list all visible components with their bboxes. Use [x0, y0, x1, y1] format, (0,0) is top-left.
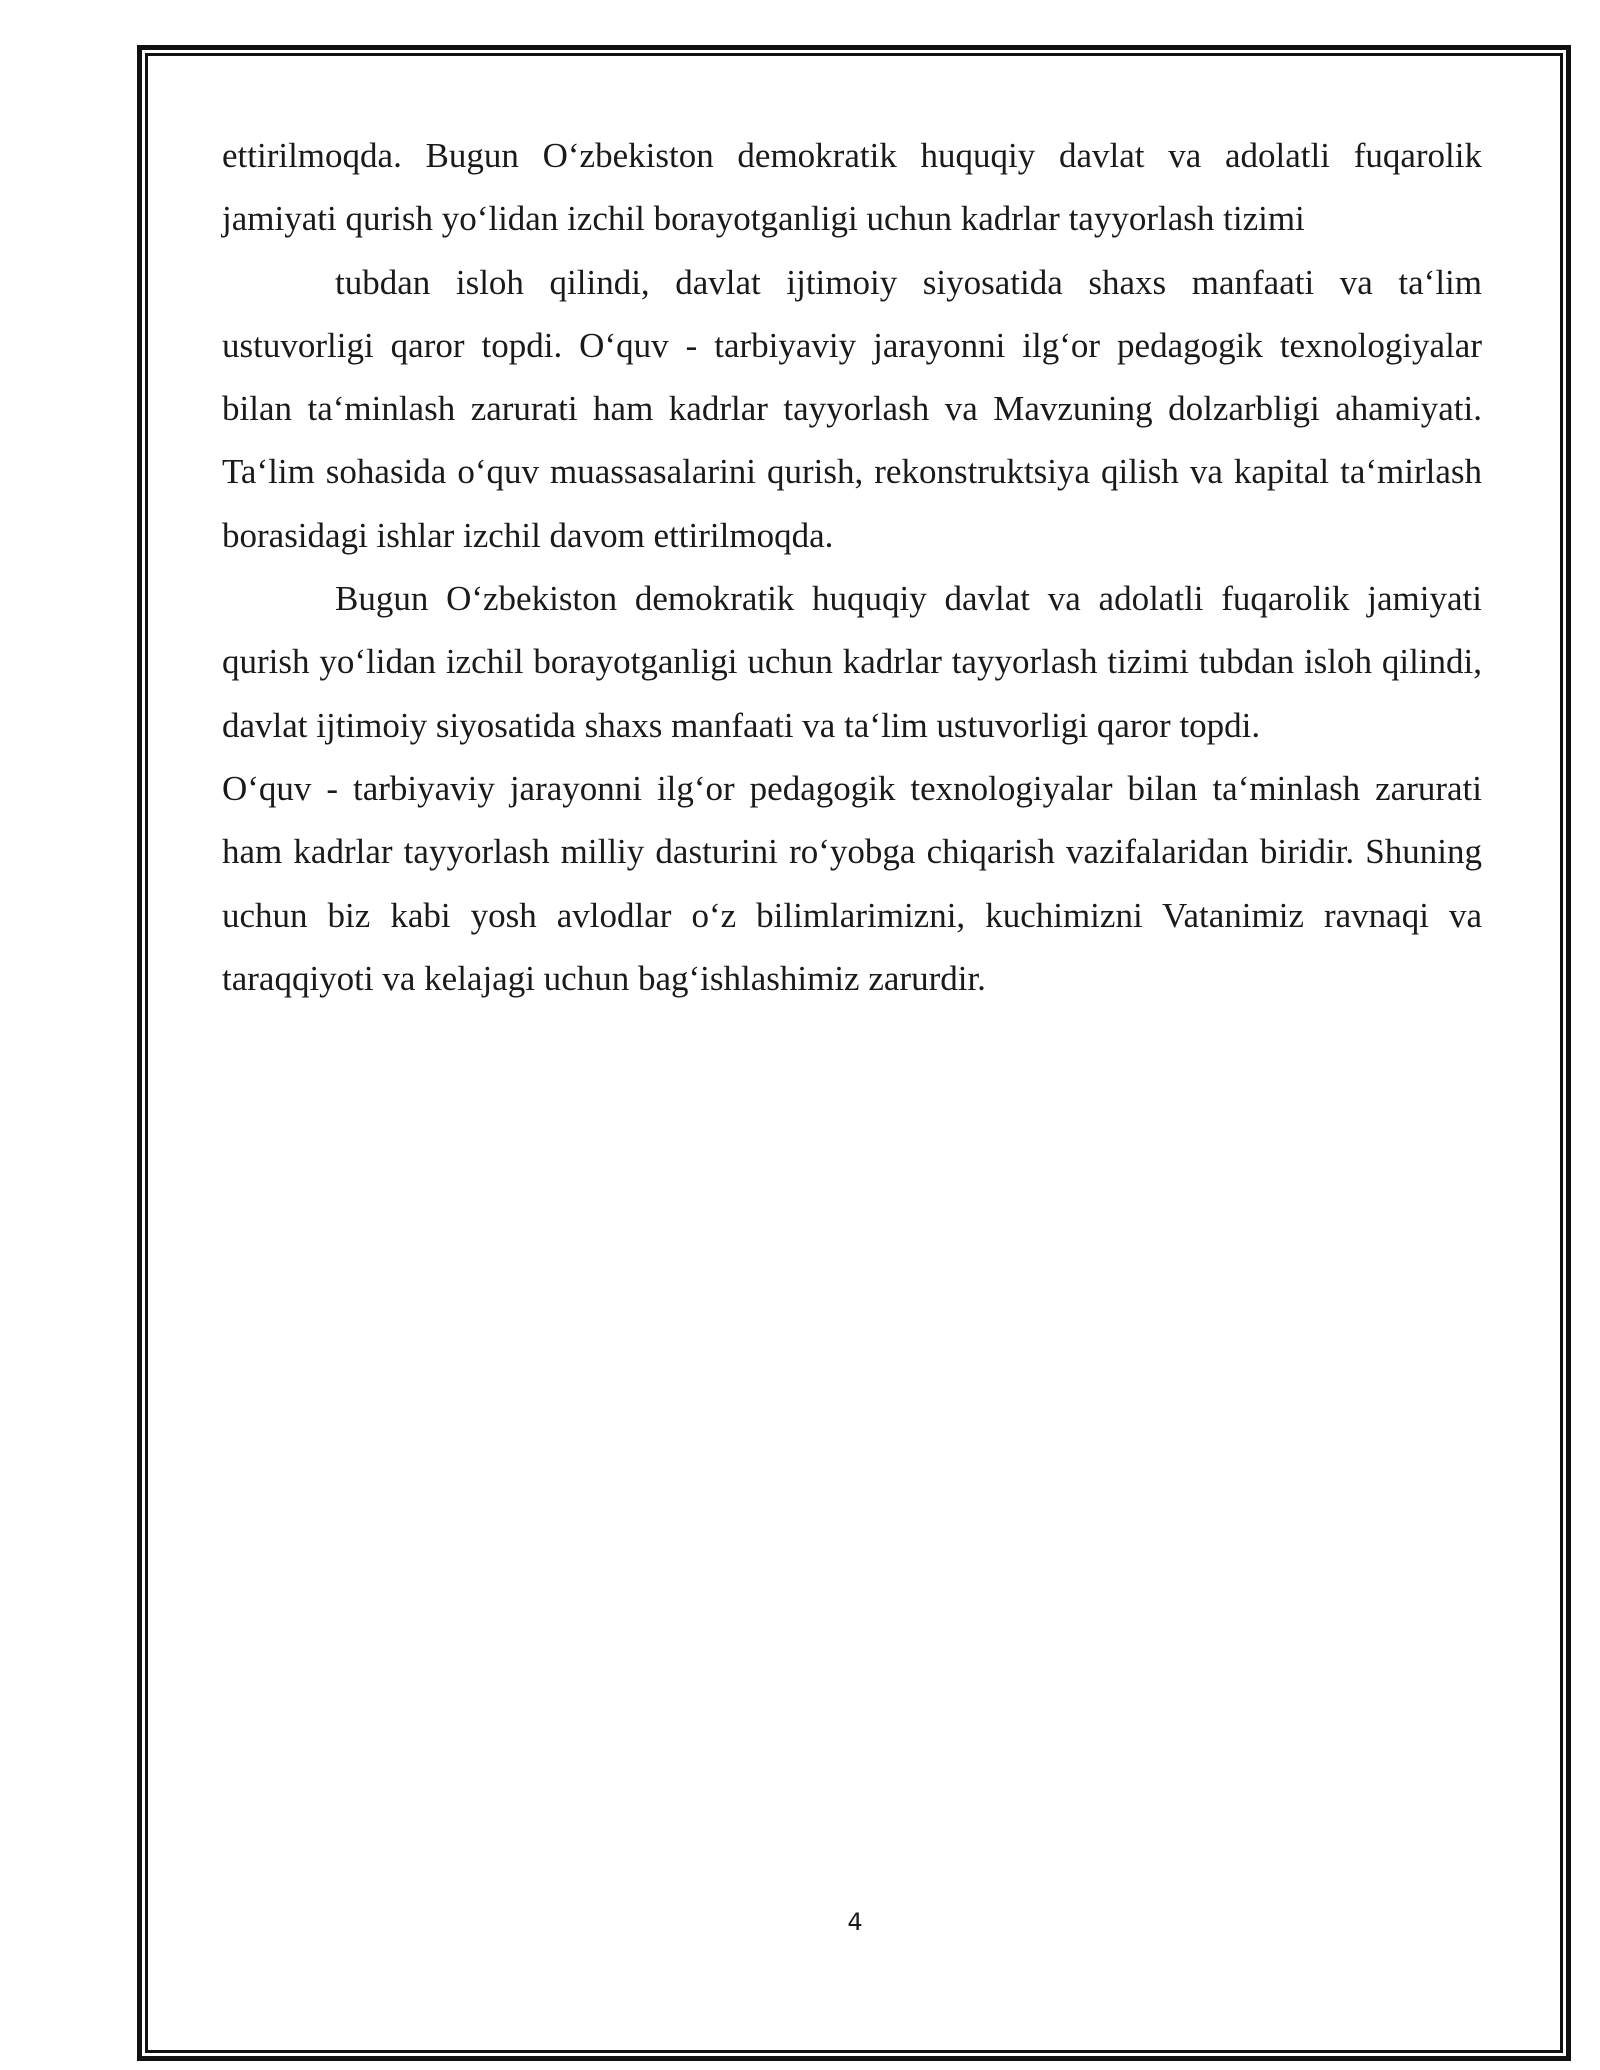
paragraph-3: Bugun O‘zbekiston demokratik huquqiy davlat va adolatli fuqarolik jamiyati qurish yo‘lidan izchil borayotganligi uchun kadrlar tayyorlash tizimi tubdan isloh qilindi, davlat ijtimoiy siyosatida shaxs manfaati va ta‘lim ustuvorligi qaror topdi.	[222, 579, 1482, 745]
document-body	[222, 124, 1482, 1010]
paragraph-2: tubdan isloh qilindi, davlat ijtimoiy siyosatida shaxs manfaati va ta‘lim ustuvorligi qaror topdi. O‘quv - tarbiyaviy jarayonni ilg‘or pedagogik texnologiyalar bilan ta‘minlash zarurati ham kadrlar tayyorlash va Mavzuning dolzarbligi ahamiyati. Ta‘lim sohasida o‘quv muassasalarini qurish, rekonstruktsiya qilish va kapital ta‘mirlash borasidagi ishlar izchil davom ettirilmoqda.	[222, 262, 1482, 555]
page-number: 4	[847, 1908, 863, 1936]
paragraph-4: O‘quv - tarbiyaviy jarayonni ilg‘or pedagogik texnologiyalar bilan ta‘minlash zarurati ham kadrlar tayyorlash milliy dasturini ro‘yobga chiqarish vazifalaridan biridir. Shuning uchun biz kabi yosh avlodlar o‘z bilimlarimizni, kuchimizni Vatanimiz ravnaqi va taraqqiyoti va kelajagi uchun bag‘ishlashimiz zarurdir.	[222, 768, 1482, 998]
paragraph-1: ettirilmoqda. Bugun O‘zbekiston demokratik huquqiy davlat va adolatli fuqarolik jamiyati qurish yo‘lidan izchil borayotganligi uchun kadrlar tayyorlash tizimi	[222, 136, 1482, 239]
